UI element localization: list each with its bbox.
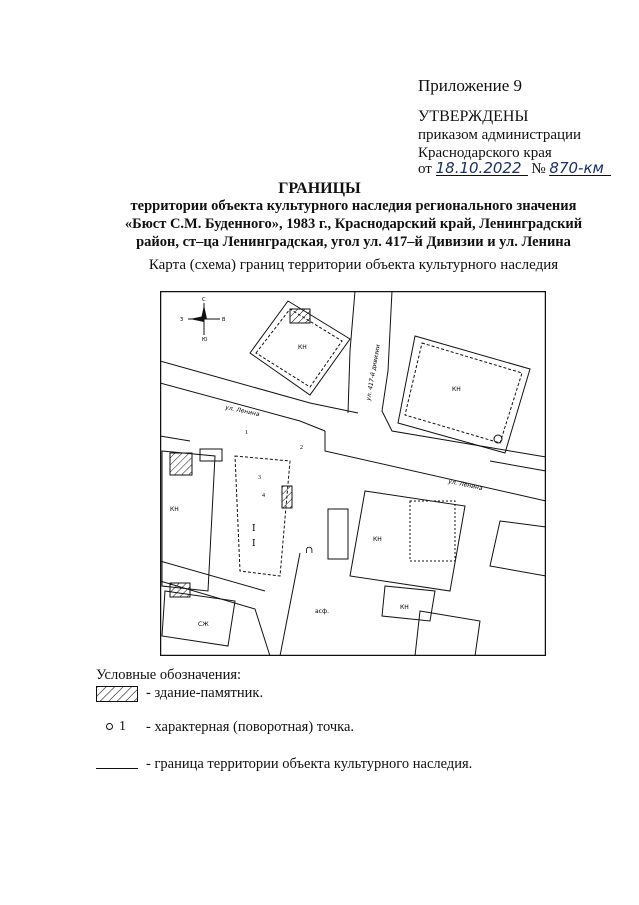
approved-label: УТВЕРЖДЕНЫ: [418, 108, 529, 125]
page-title: ГРАНИЦЫ: [278, 180, 361, 197]
label-kn-1: КН: [298, 344, 307, 351]
label-kn-4: КН: [373, 536, 382, 543]
point-label-3: 3: [258, 475, 261, 481]
legend-boundary: - граница территории объекта культурного наследия.: [146, 756, 473, 772]
order-number: 870-км: [549, 161, 611, 176]
point-label-4: 4: [262, 493, 265, 499]
legend-heading: Условные обозначения:: [96, 667, 242, 683]
map-subtitle: Карта (схема) границ территории объекта культурного наследия: [148, 257, 559, 273]
point-symbol: [106, 719, 126, 735]
point-label-1: 1: [245, 430, 248, 436]
title-line-1: территории объекта культурного наследия регионального значения: [130, 198, 577, 214]
number-sign: №: [531, 161, 546, 177]
title-line-2: «Бюст С.М. Буденного», 1983 г., Краснодарский край, Ленинградский: [124, 216, 583, 232]
cadastral-map: [160, 291, 546, 656]
street-417: ул. 417-й дивизии: [365, 343, 382, 402]
compass-north: С: [202, 297, 206, 303]
point-symbol-number: 1: [119, 719, 126, 734]
label-asf: асф.: [315, 608, 330, 615]
order-line-2: Краснодарского края: [418, 145, 552, 161]
title-line-3: район, ст–ца Ленинградская, угол ул. 417–й Дивизии и ул. Ленина: [136, 234, 571, 250]
order-date: 18.10.2022: [436, 161, 528, 176]
appendix-label: Приложение 9: [418, 76, 522, 95]
compass-south: Ю: [202, 337, 208, 343]
svg-text:I: I: [252, 524, 256, 534]
point-dot-icon: [106, 723, 113, 730]
compass-west: З: [180, 317, 184, 323]
point-label-2: 2: [300, 445, 303, 451]
label-sj: СЖ: [198, 621, 209, 628]
legend-monument: - здание-памятник.: [146, 685, 264, 701]
legend-point: - характерная (поворотная) точка.: [146, 719, 354, 735]
street-lenina-1: ул. Ленина: [224, 404, 261, 419]
monument-hatch-symbol: [96, 686, 138, 702]
from-prefix: от: [418, 161, 432, 177]
svg-text:∩: ∩: [305, 545, 314, 556]
boundary-line-symbol: [96, 768, 138, 769]
label-kn-5: КН: [400, 604, 409, 611]
label-kn-2: КН: [452, 386, 461, 393]
street-lenina-2: ул. Ленина: [447, 478, 484, 493]
svg-text:I: I: [252, 539, 256, 549]
order-date-line: [418, 161, 611, 178]
compass-east: В: [222, 317, 226, 323]
order-line-1: приказом администрации: [418, 127, 582, 143]
label-kn-3: КН: [170, 506, 179, 513]
